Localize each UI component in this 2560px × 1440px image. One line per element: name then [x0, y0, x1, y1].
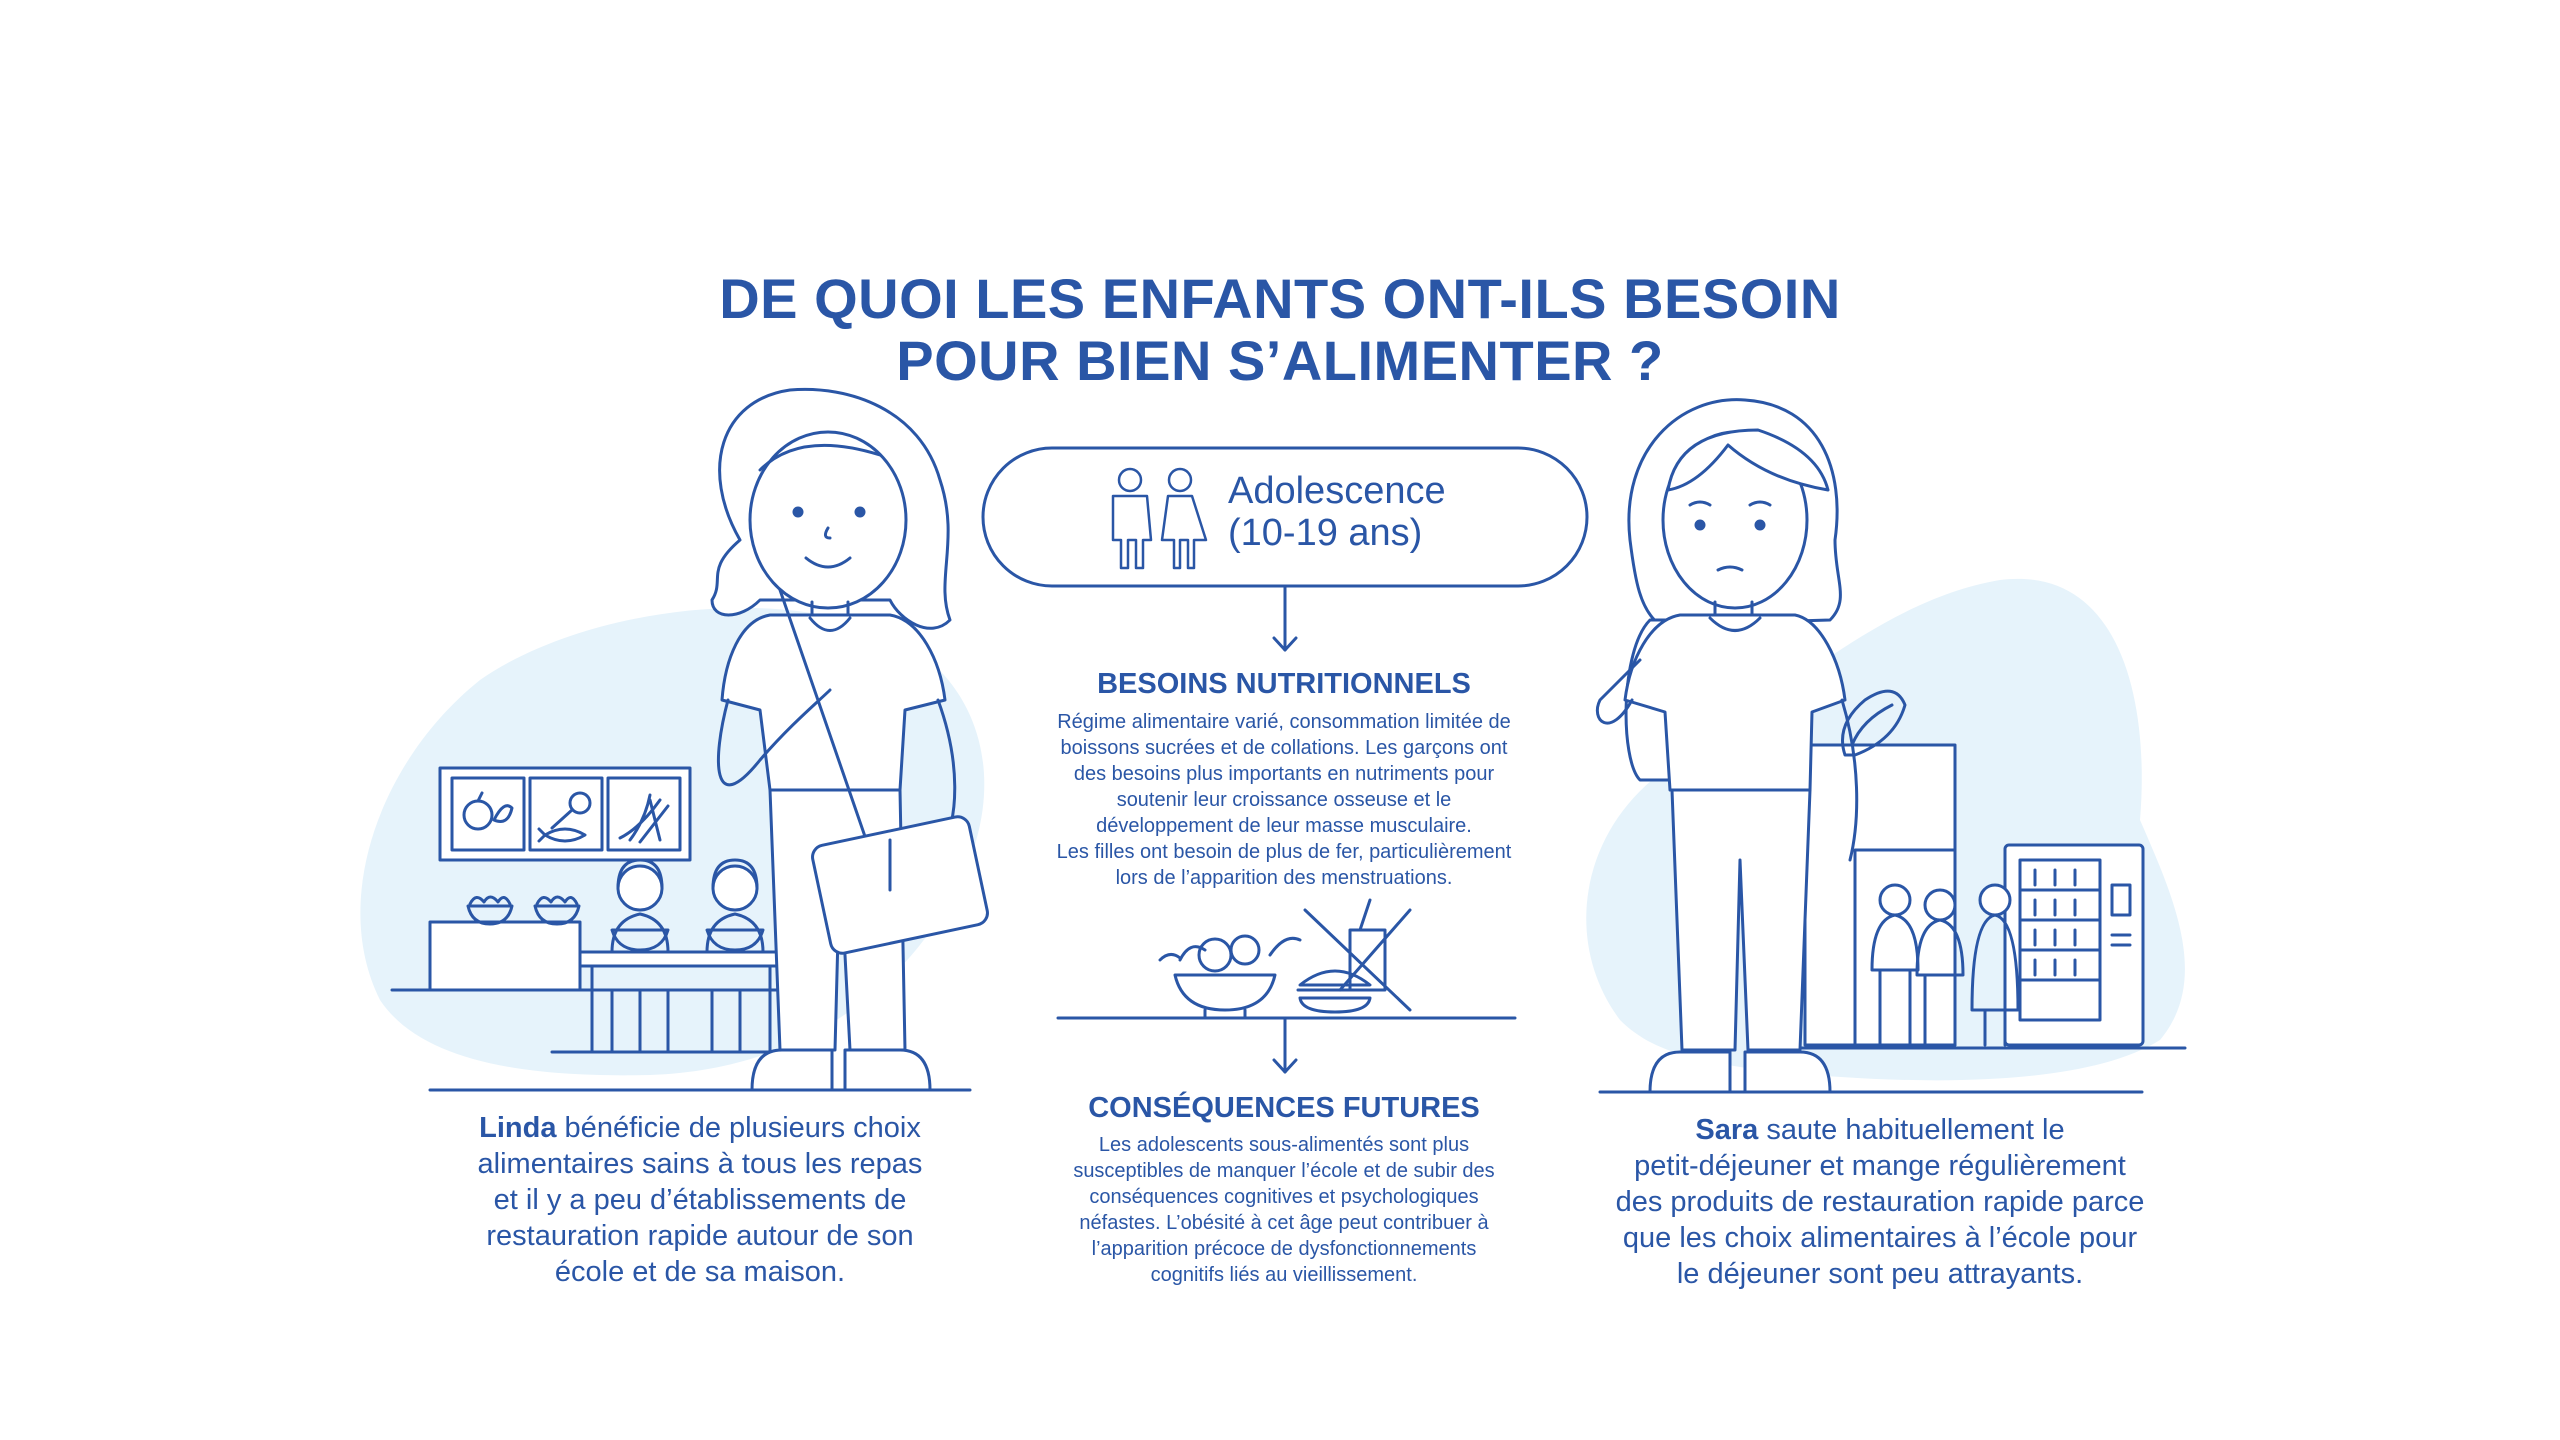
linda-caption	[440, 1110, 960, 1290]
fruit-bowl	[1175, 975, 1275, 1018]
consequences-line-2: susceptibles de manquer l’école et de subir des	[1073, 1160, 1495, 1182]
needs-line-7: lors de l’apparition des menstruations.	[1115, 867, 1453, 889]
sara-line-3: des produits de restauration rapide parce	[1615, 1186, 2145, 1218]
age-group-name: Adolescence	[1228, 470, 1446, 512]
linda-line-1: bénéficie de plusieurs choix	[556, 1112, 921, 1144]
age-group-range: (10-19 ans)	[1228, 512, 1423, 554]
healthy-vs-junk-food-illustration	[1160, 900, 1410, 1018]
sara-caption	[1600, 1112, 2160, 1292]
consequences-heading: CONSÉQUENCES FUTURES	[1088, 1092, 1480, 1124]
consequences-line-3: conséquences cognitives et psychologiques	[1089, 1186, 1479, 1208]
consequences-line-6: cognitifs liés au vieillissement.	[1150, 1264, 1418, 1286]
needs-line-6: Les filles ont besoin de plus de fer, particulièrement	[1056, 841, 1512, 863]
linda-line-5: école et de sa maison.	[554, 1256, 846, 1288]
needs-line-2: boissons sucrées et de collations. Les garçons ont	[1060, 737, 1508, 759]
linda-name: Linda	[479, 1112, 557, 1144]
needs-text	[1019, 709, 1549, 891]
linda-line-4: restauration rapide autour de son	[486, 1220, 914, 1252]
needs-line-4: soutenir leur croissance osseuse et le	[1116, 789, 1452, 811]
linda-line-3: et il y a peu d’établissements de	[493, 1184, 907, 1216]
sara-name: Sara	[1695, 1114, 1759, 1146]
needs-line-5: développement de leur masse musculaire.	[1096, 815, 1472, 837]
sara-line-4: que les choix alimentaires à l’école pour	[1622, 1222, 2138, 1254]
canteen-table	[580, 952, 780, 966]
linda-line-2: alimentaires sains à tous les repas	[477, 1148, 923, 1180]
title-line-1: DE QUOI LES ENFANTS ONT-ILS BESOIN	[719, 267, 1841, 330]
sara-line-2: petit-déjeuner et mange régulièrement	[1634, 1150, 2126, 1182]
linda-shoes	[752, 1050, 930, 1090]
consequences-line-1: Les adolescents sous-alimentés sont plus	[1098, 1134, 1470, 1156]
needs-line-3: des besoins plus importants en nutriments pour	[1073, 763, 1495, 785]
consequences-line-4: néfastes. L’obésité à cet âge peut contribuer à	[1079, 1212, 1489, 1234]
needs-heading: BESOINS NUTRITIONNELS	[1097, 668, 1471, 700]
serving-counter	[430, 922, 580, 990]
sara-line-5: le déjeuner sont peu attrayants.	[1676, 1258, 2084, 1290]
title-line-2: POUR BIEN S’ALIMENTER ?	[896, 329, 1664, 392]
consequences-text	[1019, 1132, 1549, 1288]
sara-line-1: saute habituellement le	[1758, 1114, 2065, 1146]
cross-icon	[1305, 910, 1410, 1010]
consequences-line-5: l’apparition précoce de dysfonctionnements	[1091, 1238, 1477, 1260]
needs-line-1: Régime alimentaire varié, consommation limitée de	[1057, 711, 1511, 733]
age-group-label	[1228, 470, 1446, 554]
